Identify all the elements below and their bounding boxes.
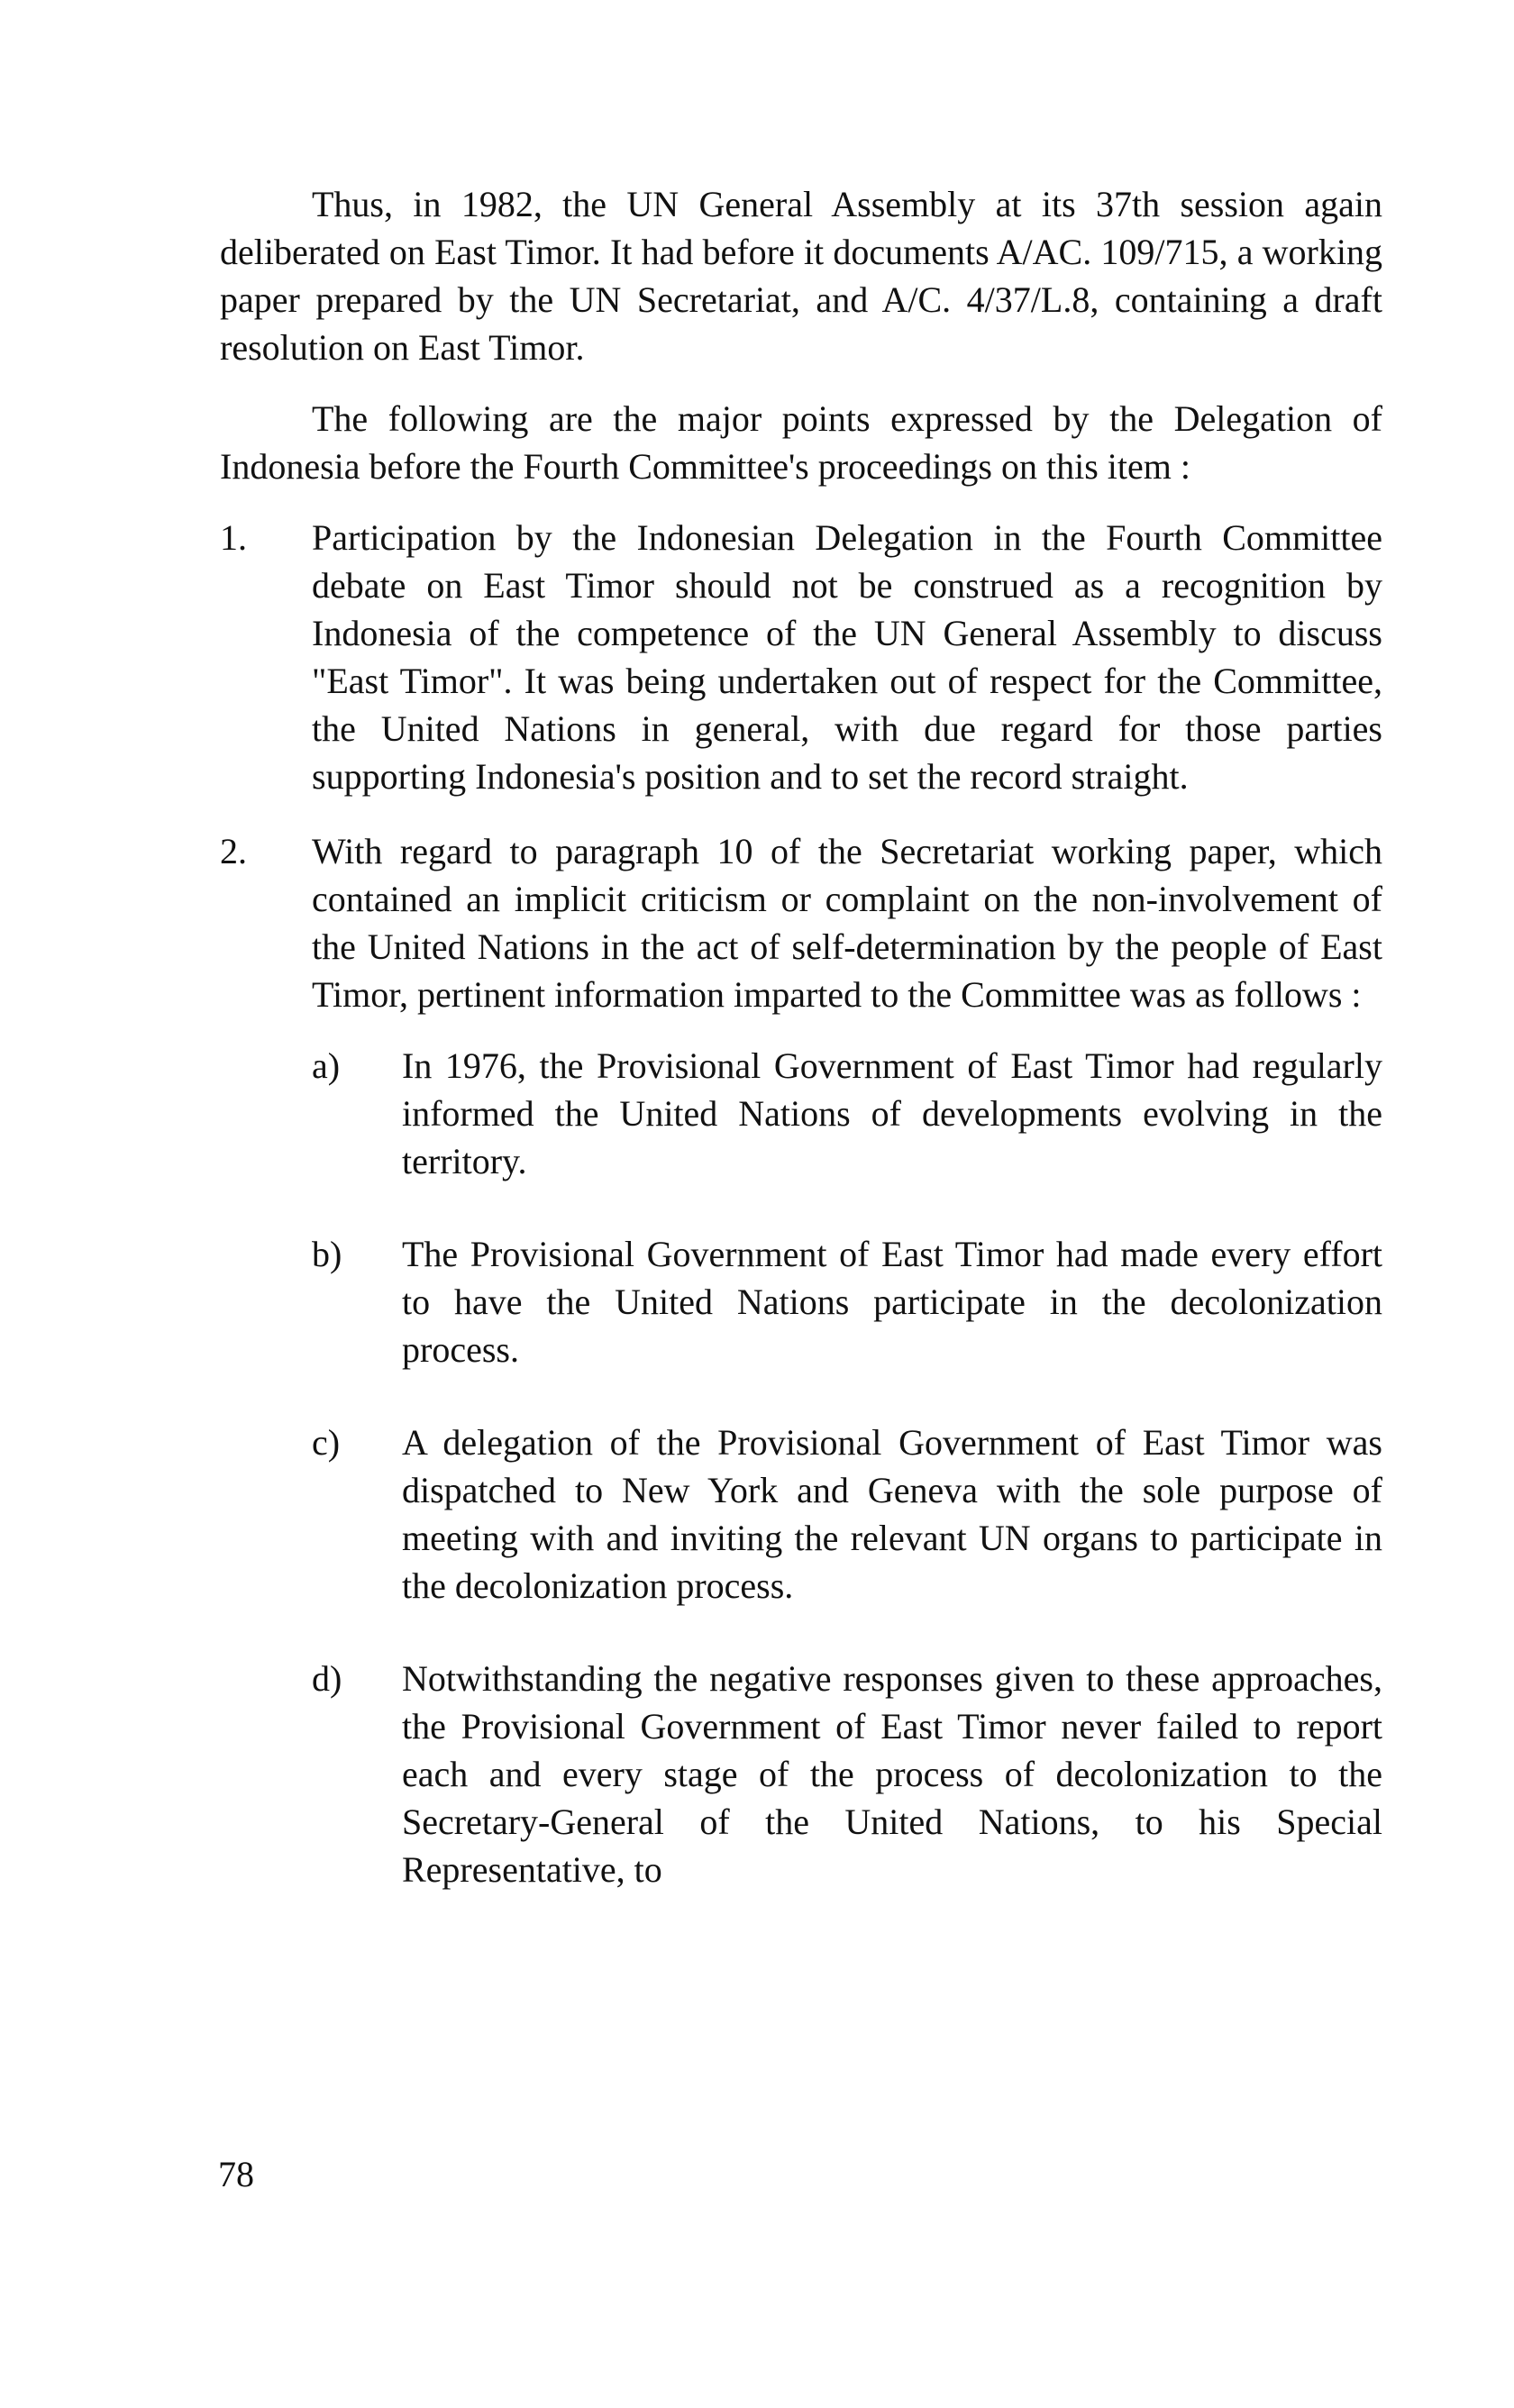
subitem-letter: a) xyxy=(312,1045,341,1086)
list-item-text: With regard to paragraph 10 of the Secretariat working paper, which contained an implicit criticism or complaint on the non-involvement of the United Nations in the act of self-determination by the people of East Timor, pertinent information imparted to the Committee was as follows : xyxy=(312,831,1382,1015)
list-item-text: Participation by the Indonesian Delegation in the Fourth Committee debate on East Timor should not be construed as a recognition by Indonesia of the competence of the UN General Assembly to discuss "East Timor". It was being undertaken out of respect for the Committee, the United Nations in general, with due regard for those parties supporting Indonesia's position and to set the record straight. xyxy=(312,517,1382,797)
information-sublist xyxy=(312,1042,1382,1893)
page-content xyxy=(220,180,1382,1920)
intro-paragraph: Thus, in 1982, the UN General Assembly at its 37th session again deliberated on East Timor. It had before it documents A/AC. 109/715, a working paper prepared by the UN Secretariat, and A/C. 4/37/L.8, containing a draft resolution on East Timor. xyxy=(220,184,1382,368)
list-item-2 xyxy=(220,827,1382,1893)
delegation-paragraph: The following are the major points expressed by the Delegation of Indonesia before the Fourth Committee's proceedings on this item : xyxy=(220,398,1382,487)
subitem-letter: c) xyxy=(312,1422,341,1463)
subitem-b xyxy=(312,1230,1382,1373)
subitem-d xyxy=(312,1655,1382,1893)
subitem-letter: b) xyxy=(312,1234,342,1274)
subitem-letter: d) xyxy=(312,1658,342,1699)
subitem-text: A delegation of the Provisional Government of East Timor was dispatched to New York and Geneva with the sole purpose of meeting with and inviting the relevant UN organs to participate in the decolonization process. xyxy=(402,1422,1382,1606)
subitem-text: Notwithstanding the negative responses given to these approaches, the Provisional Government of East Timor never failed to report each and every stage of the process of decolonization to the Secretary-General of the United Nations, to his Special Representative, to xyxy=(402,1658,1382,1890)
page-number: 78 xyxy=(218,2154,254,2194)
subitem-a xyxy=(312,1042,1382,1185)
list-item-number: 2. xyxy=(220,831,247,871)
list-item-1 xyxy=(220,514,1382,800)
subitem-c xyxy=(312,1418,1382,1610)
major-points-list xyxy=(220,514,1382,1893)
subitem-text: In 1976, the Provisional Government of East Timor had regularly informed the United Nations of developments evolving in the territory. xyxy=(402,1045,1382,1181)
subitem-text: The Provisional Government of East Timor had made every effort to have the United Nations participate in the decolonization process. xyxy=(402,1234,1382,1370)
list-item-number: 1. xyxy=(220,517,247,558)
